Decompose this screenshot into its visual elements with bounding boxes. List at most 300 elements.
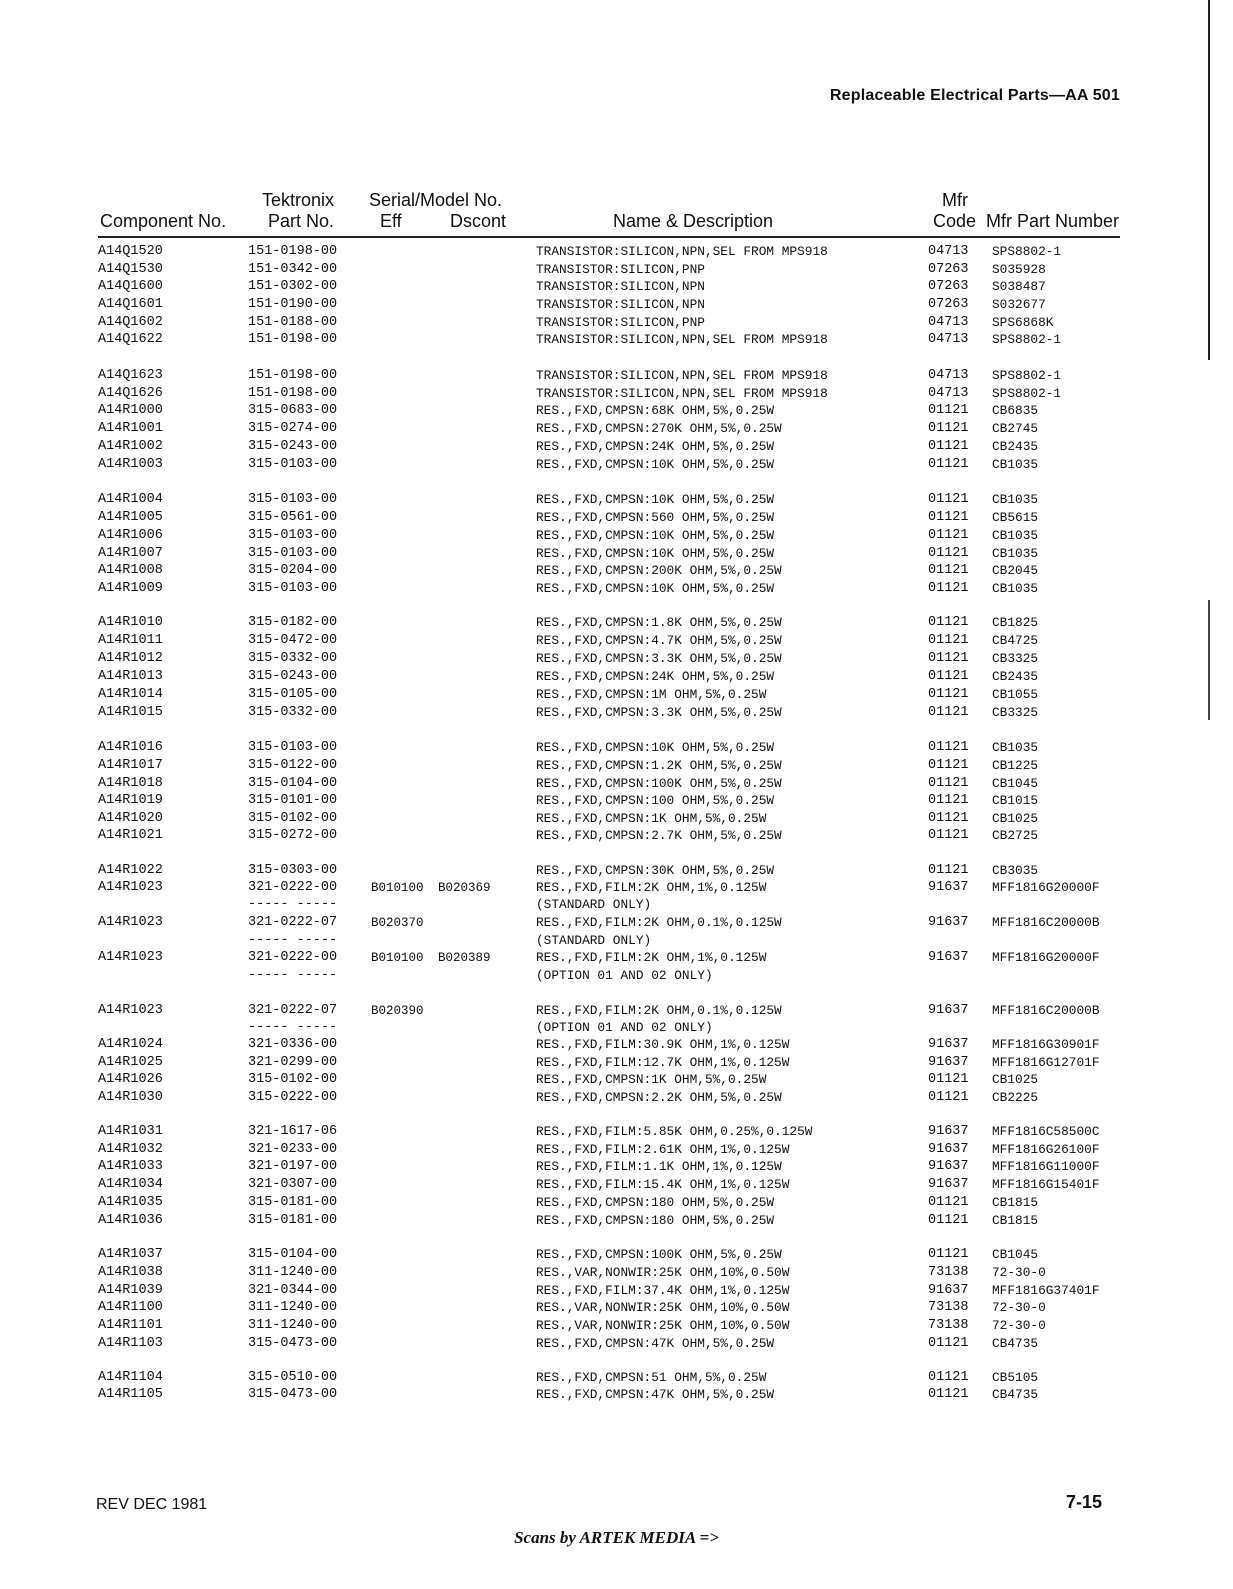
mfr-part-number-cell: CB1815 <box>992 1213 1039 1228</box>
description-cell: (STANDARD ONLY) <box>536 933 652 948</box>
part-no-cell: 321-0307-00 <box>248 1177 338 1192</box>
description-cell: RES.,FXD,CMPSN:51 OHM,5%,0.25W <box>536 1370 767 1385</box>
serial-eff-cell: B010100 <box>371 951 424 965</box>
mfr-part-number-cell: CB2435 <box>992 669 1039 684</box>
description-cell: RES.,FXD,CMPSN:1M OHM,5%,0.25W <box>536 687 767 702</box>
mfr-part-number-cell: MFF1816G12701F <box>992 1055 1100 1070</box>
table-row <box>0 420 1233 438</box>
description-cell: RES.,FXD,CMPSN:180 OHM,5%,0.25W <box>536 1195 775 1210</box>
part-no-cell: 321-0222-07 <box>248 915 338 930</box>
table-row <box>0 686 1233 704</box>
mfr-code-cell: 01121 <box>928 421 969 436</box>
table-row <box>0 1176 1233 1194</box>
table-row <box>0 827 1233 845</box>
table-row <box>0 792 1233 810</box>
table-row <box>0 1158 1233 1176</box>
table-row <box>0 1369 1233 1387</box>
part-no-cell: 321-0222-07 <box>248 1003 338 1018</box>
component-no-cell: A14R1030 <box>98 1090 163 1105</box>
table-row <box>0 1019 1233 1037</box>
component-no-cell: A14R1024 <box>98 1037 163 1052</box>
description-cell: RES.,FXD,CMPSN:100K OHM,5%,0.25W <box>536 1247 782 1262</box>
table-row <box>0 1002 1233 1020</box>
mfr-code-cell: 73138 <box>928 1300 969 1315</box>
mfr-code-cell: 04713 <box>928 386 969 401</box>
table-row <box>0 1141 1233 1159</box>
mfr-code-cell: 04713 <box>928 332 969 347</box>
component-no-cell: A14R1006 <box>98 528 163 543</box>
mfr-code-cell: 07263 <box>928 262 969 277</box>
component-no-cell: A14R1008 <box>98 563 163 578</box>
table-row <box>0 1264 1233 1282</box>
table-row <box>0 367 1233 385</box>
mfr-code-cell: 91637 <box>928 880 969 895</box>
mfr-code-cell: 91637 <box>928 1055 969 1070</box>
header-dscont: Dscont <box>450 211 507 231</box>
part-no-cell: 151-0198-00 <box>248 368 338 383</box>
mfr-part-number-cell: MFF1816G15401F <box>992 1177 1100 1192</box>
component-no-cell: A14R1015 <box>98 705 163 720</box>
table-row <box>0 1194 1233 1212</box>
table-row <box>0 1212 1233 1230</box>
mfr-code-cell: 07263 <box>928 279 969 294</box>
description-cell: RES.,VAR,NONWIR:25K OHM,10%,0.50W <box>536 1265 790 1280</box>
header-part-no: Part No. <box>268 211 335 231</box>
mfr-part-number-cell: CB1025 <box>992 1072 1039 1087</box>
description-cell: RES.,FXD,CMPSN:24K OHM,5%,0.25W <box>536 669 775 684</box>
description-cell: TRANSISTOR:SILICON,PNP <box>536 262 705 277</box>
mfr-part-number-cell: CB1055 <box>992 687 1039 702</box>
part-no-cell: 315-0243-00 <box>248 669 338 684</box>
mfr-code-cell: 01121 <box>928 1387 969 1402</box>
part-no-cell: ----- ----- <box>248 897 338 912</box>
mfr-part-number-cell: CB2225 <box>992 1090 1039 1105</box>
table-row <box>0 1282 1233 1300</box>
component-no-cell: A14R1018 <box>98 776 163 791</box>
description-cell: (STANDARD ONLY) <box>536 897 652 912</box>
table-row <box>0 862 1233 880</box>
description-cell: RES.,FXD,FILM:37.4K OHM,1%,0.125W <box>536 1283 790 1298</box>
mfr-part-number-cell: CB1045 <box>992 776 1039 791</box>
mfr-code-cell: 01121 <box>928 633 969 648</box>
component-no-cell: A14R1100 <box>98 1300 163 1315</box>
mfr-part-number-cell: MFF1816G26100F <box>992 1142 1100 1157</box>
mfr-part-number-cell: CB5105 <box>992 1370 1039 1385</box>
description-cell: RES.,FXD,CMPSN:2.2K OHM,5%,0.25W <box>536 1090 782 1105</box>
description-cell: RES.,FXD,CMPSN:10K OHM,5%,0.25W <box>536 546 775 561</box>
description-cell: RES.,FXD,CMPSN:10K OHM,5%,0.25W <box>536 492 775 507</box>
part-no-cell: 315-0472-00 <box>248 633 338 648</box>
component-no-cell: A14R1032 <box>98 1142 163 1157</box>
serial-dscont-cell: B020369 <box>438 881 491 895</box>
part-no-cell: 315-0102-00 <box>248 1072 338 1087</box>
component-no-cell: A14R1003 <box>98 457 163 472</box>
description-cell: (OPTION 01 AND 02 ONLY) <box>536 1020 713 1035</box>
table-row <box>0 650 1233 668</box>
mfr-code-cell: 91637 <box>928 1283 969 1298</box>
description-cell: RES.,FXD,FILM:2K OHM,0.1%,0.125W <box>536 1003 782 1018</box>
mfr-part-number-cell: CB2435 <box>992 439 1039 454</box>
table-row <box>0 1317 1233 1335</box>
component-no-cell: A14R1033 <box>98 1159 163 1174</box>
component-no-cell: A14R1022 <box>98 863 163 878</box>
mfr-part-number-cell: MFF1816G30901F <box>992 1037 1100 1052</box>
mfr-part-number-cell: S032677 <box>992 297 1046 312</box>
description-cell: TRANSISTOR:SILICON,NPN,SEL FROM MPS918 <box>536 332 828 347</box>
mfr-part-number-cell: CB1815 <box>992 1195 1039 1210</box>
table-row <box>0 914 1233 932</box>
component-no-cell: A14R1004 <box>98 492 163 507</box>
component-no-cell: A14R1007 <box>98 546 163 561</box>
header-mfr: Mfr <box>942 190 968 210</box>
serial-dscont-cell: B020389 <box>438 951 491 965</box>
table-row <box>0 1123 1233 1141</box>
header-eff: Eff <box>380 211 402 231</box>
part-no-cell: 315-0101-00 <box>248 793 338 808</box>
part-no-cell: 151-0198-00 <box>248 244 338 259</box>
part-no-cell: 315-0473-00 <box>248 1336 338 1351</box>
mfr-code-cell: 01121 <box>928 776 969 791</box>
table-row <box>0 668 1233 686</box>
mfr-part-number-cell: S035928 <box>992 262 1046 277</box>
part-no-cell: 321-0344-00 <box>248 1283 338 1298</box>
part-no-cell: 311-1240-00 <box>248 1265 338 1280</box>
mfr-part-number-cell: 72-30-0 <box>992 1265 1046 1280</box>
running-head: Replaceable Electrical Parts—AA 501 <box>829 87 1120 104</box>
description-cell: RES.,FXD,CMPSN:10K OHM,5%,0.25W <box>536 740 775 755</box>
mfr-code-cell: 04713 <box>928 368 969 383</box>
part-no-cell: 315-0103-00 <box>248 740 338 755</box>
description-cell: RES.,FXD,FILM:15.4K OHM,1%,0.125W <box>536 1177 790 1192</box>
mfr-code-cell: 01121 <box>928 1247 969 1262</box>
part-no-cell: 315-0182-00 <box>248 615 338 630</box>
part-no-cell: 151-0190-00 <box>248 297 338 312</box>
table-row <box>0 1386 1233 1404</box>
part-no-cell: 315-0122-00 <box>248 758 338 773</box>
table-row <box>0 314 1233 332</box>
description-cell: RES.,FXD,FILM:2.61K OHM,1%,0.125W <box>536 1142 790 1157</box>
description-cell: TRANSISTOR:SILICON,NPN,SEL FROM MPS918 <box>536 368 828 383</box>
header-serial-model: Serial/Model No. <box>369 190 503 210</box>
description-cell: RES.,FXD,CMPSN:1.2K OHM,5%,0.25W <box>536 758 782 773</box>
serial-eff-cell: B010100 <box>371 881 424 895</box>
component-no-cell: A14Q1600 <box>98 279 163 294</box>
table-row <box>0 438 1233 456</box>
component-no-cell: A14Q1623 <box>98 368 163 383</box>
description-cell: RES.,FXD,CMPSN:3.3K OHM,5%,0.25W <box>536 651 782 666</box>
table-row <box>0 562 1233 580</box>
mfr-code-cell: 91637 <box>928 915 969 930</box>
component-no-cell: A14R1005 <box>98 510 163 525</box>
mfr-part-number-cell: CB6835 <box>992 403 1039 418</box>
mfr-part-number-cell: SPS6868K <box>992 315 1054 330</box>
part-no-cell: 315-0683-00 <box>248 403 338 418</box>
revision-date: REV DEC 1981 <box>96 1496 208 1513</box>
mfr-part-number-cell: CB1035 <box>992 740 1039 755</box>
description-cell: RES.,VAR,NONWIR:25K OHM,10%,0.50W <box>536 1300 790 1315</box>
description-cell: TRANSISTOR:SILICON,PNP <box>536 315 705 330</box>
mfr-code-cell: 01121 <box>928 811 969 826</box>
component-no-cell: A14R1011 <box>98 633 163 648</box>
part-no-cell: 151-0302-00 <box>248 279 338 294</box>
mfr-code-cell: 01121 <box>928 1213 969 1228</box>
mfr-code-cell: 04713 <box>928 315 969 330</box>
header-code: Code <box>933 211 977 231</box>
mfr-code-cell: 01121 <box>928 793 969 808</box>
mfr-part-number-cell: CB4725 <box>992 633 1039 648</box>
component-no-cell: A14R1025 <box>98 1055 163 1070</box>
table-row <box>0 296 1233 314</box>
part-no-cell: 151-0198-00 <box>248 332 338 347</box>
description-cell: RES.,FXD,FILM:5.85K OHM,0.25%,0.125W <box>536 1124 813 1139</box>
part-no-cell: 315-0473-00 <box>248 1387 338 1402</box>
component-no-cell: A14R1023 <box>98 915 163 930</box>
component-no-cell: A14R1103 <box>98 1336 163 1351</box>
component-no-cell: A14R1016 <box>98 740 163 755</box>
component-no-cell: A14Q1530 <box>98 262 163 277</box>
mfr-code-cell: 04713 <box>928 244 969 259</box>
mfr-code-cell: 91637 <box>928 950 969 965</box>
part-no-cell: 321-0222-00 <box>248 880 338 895</box>
mfr-code-cell: 91637 <box>928 1177 969 1192</box>
component-no-cell: A14R1036 <box>98 1213 163 1228</box>
description-cell: RES.,FXD,FILM:2K OHM,1%,0.125W <box>536 950 767 965</box>
mfr-part-number-cell: CB1045 <box>992 1247 1039 1262</box>
description-cell: RES.,FXD,CMPSN:10K OHM,5%,0.25W <box>536 528 775 543</box>
serial-eff-cell: B020370 <box>371 916 424 930</box>
component-no-cell: A14R1104 <box>98 1370 163 1385</box>
part-no-cell: 315-0272-00 <box>248 828 338 843</box>
component-no-cell: A14R1023 <box>98 880 163 895</box>
mfr-code-cell: 01121 <box>928 740 969 755</box>
part-no-cell: 315-0181-00 <box>248 1195 338 1210</box>
mfr-part-number-cell: CB1825 <box>992 615 1039 630</box>
description-cell: (OPTION 01 AND 02 ONLY) <box>536 968 713 983</box>
part-no-cell: 321-0233-00 <box>248 1142 338 1157</box>
mfr-code-cell: 07263 <box>928 297 969 312</box>
component-no-cell: A14R1014 <box>98 687 163 702</box>
mfr-code-cell: 91637 <box>928 1124 969 1139</box>
table-row <box>0 879 1233 897</box>
mfr-code-cell: 01121 <box>928 615 969 630</box>
mfr-code-cell: 01121 <box>928 403 969 418</box>
header-name-description: Name & Description <box>613 211 774 231</box>
table-row <box>0 1089 1233 1107</box>
mfr-code-cell: 01121 <box>928 1195 969 1210</box>
description-cell: RES.,FXD,CMPSN:30K OHM,5%,0.25W <box>536 863 775 878</box>
table-row <box>0 757 1233 775</box>
part-no-cell: 321-0336-00 <box>248 1037 338 1052</box>
description-cell: RES.,FXD,CMPSN:1K OHM,5%,0.25W <box>536 1072 767 1087</box>
description-cell: RES.,FXD,FILM:30.9K OHM,1%,0.125W <box>536 1037 790 1052</box>
component-no-cell: A14R1017 <box>98 758 163 773</box>
description-cell: TRANSISTOR:SILICON,NPN,SEL FROM MPS918 <box>536 386 828 401</box>
table-row <box>0 704 1233 722</box>
mfr-code-cell: 01121 <box>928 1072 969 1087</box>
mfr-part-number-cell: CB1025 <box>992 811 1039 826</box>
table-row <box>0 949 1233 967</box>
description-cell: TRANSISTOR:SILICON,NPN,SEL FROM MPS918 <box>536 244 828 259</box>
part-no-cell: 315-0103-00 <box>248 492 338 507</box>
component-no-cell: A14R1034 <box>98 1177 163 1192</box>
part-no-cell: 315-0332-00 <box>248 651 338 666</box>
description-cell: RES.,FXD,CMPSN:47K OHM,5%,0.25W <box>536 1387 775 1402</box>
part-no-cell: 315-0204-00 <box>248 563 338 578</box>
description-cell: RES.,FXD,CMPSN:200K OHM,5%,0.25W <box>536 563 782 578</box>
mfr-part-number-cell: CB1015 <box>992 793 1039 808</box>
part-no-cell: 315-0105-00 <box>248 687 338 702</box>
part-no-cell: 321-1617-06 <box>248 1124 338 1139</box>
mfr-code-cell: 01121 <box>928 669 969 684</box>
mfr-part-number-cell: CB3035 <box>992 863 1039 878</box>
table-row <box>0 810 1233 828</box>
part-no-cell: 315-0510-00 <box>248 1370 338 1385</box>
table-row <box>0 527 1233 545</box>
component-no-cell: A14Q1520 <box>98 244 163 259</box>
mfr-part-number-cell: MFF1816C20000B <box>992 1003 1100 1018</box>
mfr-part-number-cell: CB4735 <box>992 1387 1039 1402</box>
header-tektronix: Tektronix <box>262 190 335 210</box>
serial-eff-cell: B020390 <box>371 1004 424 1018</box>
mfr-part-number-cell: 72-30-0 <box>992 1300 1046 1315</box>
mfr-code-cell: 01121 <box>928 563 969 578</box>
mfr-part-number-cell: MFF1816G20000F <box>992 950 1100 965</box>
part-no-cell: 315-0103-00 <box>248 546 338 561</box>
mfr-code-cell: 01121 <box>928 457 969 472</box>
table-row <box>0 739 1233 757</box>
part-no-cell: 315-0303-00 <box>248 863 338 878</box>
mfr-part-number-cell: SPS8802-1 <box>992 386 1062 401</box>
component-no-cell: A14R1023 <box>98 1003 163 1018</box>
mfr-code-cell: 01121 <box>928 1336 969 1351</box>
component-no-cell: A14R1000 <box>98 403 163 418</box>
component-no-cell: A14R1001 <box>98 421 163 436</box>
component-no-cell: A14Q1622 <box>98 332 163 347</box>
mfr-part-number-cell: SPS8802-1 <box>992 332 1062 347</box>
mfr-code-cell: 01121 <box>928 1370 969 1385</box>
mfr-part-number-cell: MFF1816G11000F <box>992 1159 1100 1174</box>
part-no-cell: ----- ----- <box>248 968 338 983</box>
description-cell: RES.,FXD,CMPSN:10K OHM,5%,0.25W <box>536 581 775 596</box>
component-no-cell: A14R1012 <box>98 651 163 666</box>
table-row <box>0 614 1233 632</box>
part-no-cell: 315-0561-00 <box>248 510 338 525</box>
description-cell: RES.,FXD,CMPSN:3.3K OHM,5%,0.25W <box>536 705 782 720</box>
part-no-cell: ----- ----- <box>248 1020 338 1035</box>
table-row <box>0 775 1233 793</box>
component-no-cell: A14Q1626 <box>98 386 163 401</box>
table-row <box>0 545 1233 563</box>
mfr-part-number-cell: CB1035 <box>992 492 1039 507</box>
mfr-code-cell: 01121 <box>928 439 969 454</box>
mfr-code-cell: 91637 <box>928 1003 969 1018</box>
table-row <box>0 402 1233 420</box>
header-rule <box>98 236 1120 238</box>
mfr-code-cell: 01121 <box>928 581 969 596</box>
part-no-cell: 315-0222-00 <box>248 1090 338 1105</box>
page-number: 7-15 <box>1066 1492 1103 1512</box>
description-cell: RES.,FXD,FILM:2K OHM,0.1%,0.125W <box>536 915 782 930</box>
description-cell: RES.,FXD,FILM:1.1K OHM,1%,0.125W <box>536 1159 782 1174</box>
table-row <box>0 491 1233 509</box>
description-cell: RES.,FXD,CMPSN:1.8K OHM,5%,0.25W <box>536 615 782 630</box>
part-no-cell: ----- ----- <box>248 933 338 948</box>
table-row <box>0 331 1233 349</box>
description-cell: RES.,FXD,CMPSN:24K OHM,5%,0.25W <box>536 439 775 454</box>
scan-credit: Scans by ARTEK MEDIA => <box>514 1528 719 1547</box>
mfr-code-cell: 01121 <box>928 546 969 561</box>
part-no-cell: 311-1240-00 <box>248 1300 338 1315</box>
component-no-cell: A14R1031 <box>98 1124 163 1139</box>
table-row <box>0 1036 1233 1054</box>
component-no-cell: A14R1026 <box>98 1072 163 1087</box>
table-row <box>0 632 1233 650</box>
part-no-cell: 315-0103-00 <box>248 457 338 472</box>
header-component-no: Component No. <box>100 211 227 231</box>
mfr-part-number-cell: SPS8802-1 <box>992 244 1062 259</box>
table-row <box>0 1299 1233 1317</box>
mfr-code-cell: 73138 <box>928 1318 969 1333</box>
mfr-code-cell: 01121 <box>928 510 969 525</box>
mfr-code-cell: 91637 <box>928 1142 969 1157</box>
table-row <box>0 1054 1233 1072</box>
part-no-cell: 151-0342-00 <box>248 262 338 277</box>
mfr-part-number-cell: CB2045 <box>992 563 1039 578</box>
description-cell: TRANSISTOR:SILICON,NPN <box>536 279 705 294</box>
part-no-cell: 315-0332-00 <box>248 705 338 720</box>
part-no-cell: 321-0197-00 <box>248 1159 338 1174</box>
mfr-part-number-cell: MFF1816C20000B <box>992 915 1100 930</box>
mfr-part-number-cell: CB1035 <box>992 528 1039 543</box>
table-row <box>0 509 1233 527</box>
mfr-code-cell: 91637 <box>928 1037 969 1052</box>
table-row <box>0 261 1233 279</box>
table-row <box>0 580 1233 598</box>
component-no-cell: A14Q1601 <box>98 297 163 312</box>
component-no-cell: A14R1009 <box>98 581 163 596</box>
part-no-cell: 315-0243-00 <box>248 439 338 454</box>
description-cell: RES.,FXD,CMPSN:4.7K OHM,5%,0.25W <box>536 633 782 648</box>
description-cell: RES.,FXD,CMPSN:180 OHM,5%,0.25W <box>536 1213 775 1228</box>
mfr-part-number-cell: MFF1816G20000F <box>992 880 1100 895</box>
mfr-code-cell: 01121 <box>928 828 969 843</box>
part-no-cell: 151-0188-00 <box>248 315 338 330</box>
mfr-part-number-cell: CB3325 <box>992 705 1039 720</box>
mfr-part-number-cell: CB1035 <box>992 581 1039 596</box>
part-no-cell: 151-0198-00 <box>248 386 338 401</box>
mfr-part-number-cell: CB4735 <box>992 1336 1039 1351</box>
header-mfr-part-number: Mfr Part Number <box>986 211 1120 231</box>
table-row <box>0 385 1233 403</box>
mfr-part-number-cell: MFF1816C58500C <box>992 1124 1100 1139</box>
component-no-cell: A14Q1602 <box>98 315 163 330</box>
description-cell: RES.,FXD,CMPSN:47K OHM,5%,0.25W <box>536 1336 775 1351</box>
mfr-code-cell: 01121 <box>928 651 969 666</box>
mfr-code-cell: 91637 <box>928 1159 969 1174</box>
component-no-cell: A14R1013 <box>98 669 163 684</box>
mfr-part-number-cell: CB1225 <box>992 758 1039 773</box>
part-no-cell: 311-1240-00 <box>248 1318 338 1333</box>
mfr-part-number-cell: CB1035 <box>992 457 1039 472</box>
description-cell: RES.,FXD,CMPSN:270K OHM,5%,0.25W <box>536 421 782 436</box>
part-no-cell: 315-0103-00 <box>248 581 338 596</box>
part-no-cell: 321-0222-00 <box>248 950 338 965</box>
description-cell: TRANSISTOR:SILICON,NPN <box>536 297 705 312</box>
table-row <box>0 1335 1233 1353</box>
mfr-code-cell: 01121 <box>928 705 969 720</box>
table-row <box>0 932 1233 950</box>
table-row <box>0 278 1233 296</box>
